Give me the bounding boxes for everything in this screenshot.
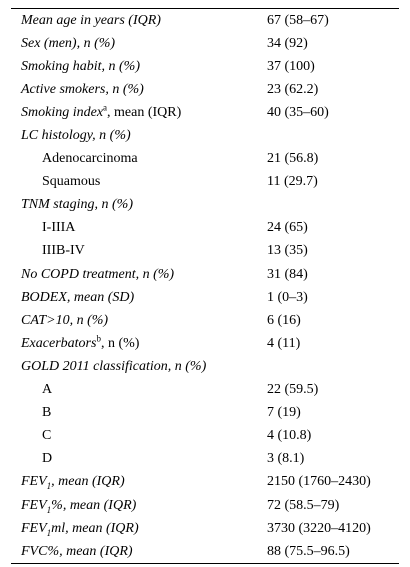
- row-value: 21 (56.8): [267, 151, 319, 167]
- row-value: 34 (92): [267, 35, 308, 51]
- table-row-lc-histology: [11, 124, 399, 147]
- row-label: Active smokers, n (%): [21, 81, 144, 97]
- row-value: 22 (59.5): [267, 382, 319, 398]
- table-row-fvc-percent: [11, 540, 399, 563]
- row-value: 7 (19): [267, 405, 301, 421]
- row-value: 37 (100): [267, 58, 315, 74]
- table-row-gold-2011: [11, 355, 399, 378]
- row-label: Sex (men), n (%): [21, 35, 116, 51]
- table-row-cat: [11, 309, 399, 332]
- row-value: 1 (0–3): [267, 289, 308, 305]
- row-value: 72 (58.5–79): [267, 497, 340, 513]
- row-label: IIIB-IV: [42, 243, 85, 259]
- table-row-bodex: [11, 286, 399, 309]
- row-label: $FEV_1ml$, mean (IQR): [21, 520, 139, 538]
- row-label: C: [42, 428, 52, 444]
- table-row-smoking-index: [11, 101, 399, 124]
- row-label: A: [42, 382, 53, 398]
- characteristics-table-container: [11, 8, 399, 564]
- table-row-active-smokers: [11, 78, 399, 101]
- footnote-marker: b: [96, 333, 101, 344]
- table-row-fev1-percent: [11, 494, 399, 517]
- row-label: Mean age in years (IQR): [21, 12, 161, 28]
- table-row-mean-age: [11, 9, 399, 32]
- row-value: [267, 355, 399, 378]
- table-bottom-rule: [11, 563, 399, 564]
- row-value: 6 (16): [267, 312, 301, 328]
- table-row-adenocarcinoma: [11, 148, 399, 171]
- table-row-no-copd-treatment: [11, 263, 399, 286]
- row-value: 40 (35–60): [267, 104, 329, 120]
- table-row-tnm-staging: [11, 194, 399, 217]
- table-row-stage-i-iiia: [11, 217, 399, 240]
- row-value: 3 (8.1): [267, 451, 305, 467]
- section-label: TNM staging, n (%): [21, 197, 133, 213]
- row-value: [267, 124, 399, 147]
- row-label: Adenocarcinoma: [42, 151, 138, 167]
- table-row-squamous: [11, 171, 399, 194]
- table-row-gold-b: [11, 402, 399, 425]
- row-label: FVC%, mean (IQR): [21, 543, 133, 559]
- row-label: Smoking habit, n (%): [21, 58, 140, 74]
- characteristics-table: [11, 9, 399, 563]
- row-value: 24 (65): [267, 220, 308, 236]
- row-label: CAT>10, n (%): [21, 312, 109, 328]
- table-row-gold-c: [11, 425, 399, 448]
- footnote-marker: a: [103, 102, 108, 113]
- row-label: BODEX, mean (SD): [21, 289, 135, 305]
- row-value: [267, 194, 399, 217]
- row-value: 88 (75.5–96.5): [267, 543, 350, 559]
- row-value: 13 (35): [267, 243, 308, 259]
- table-row-sex: [11, 32, 399, 55]
- row-label: D: [42, 451, 53, 467]
- table-row-stage-iiib-iv: [11, 240, 399, 263]
- row-value: 11 (29.7): [267, 174, 318, 190]
- section-label: GOLD 2011 classification, n (%): [21, 358, 207, 374]
- table-row-smoking-habit: [11, 55, 399, 78]
- row-value: 3730 (3220–4120): [267, 520, 371, 536]
- row-value: 4 (10.8): [267, 428, 312, 444]
- row-value: 23 (62.2): [267, 81, 319, 97]
- row-label: No COPD treatment, n (%): [21, 266, 175, 282]
- section-label: LC histology, n (%): [21, 128, 131, 144]
- table-row-gold-a: [11, 379, 399, 402]
- row-value: 4 (11): [267, 335, 301, 351]
- row-value: 31 (84): [267, 266, 308, 282]
- table-row-fev1: [11, 471, 399, 494]
- row-label: B: [42, 405, 52, 421]
- row-label: Squamous: [42, 174, 101, 190]
- table-row-fev1-ml: [11, 517, 399, 540]
- row-value: 2150 (1760–2430): [267, 474, 371, 490]
- row-value: 67 (58–67): [267, 12, 329, 28]
- row-label: Exacerbators$^b$, n (%): [21, 333, 140, 351]
- row-label: $FEV_1\%$, mean (IQR): [21, 497, 137, 515]
- table-row-exacerbators: [11, 332, 399, 355]
- row-label: Smoking index$^a$, mean (IQR): [21, 102, 182, 120]
- row-label: I-IIIA: [42, 220, 76, 236]
- row-label: $FEV_1$, mean (IQR): [21, 474, 125, 492]
- table-row-gold-d: [11, 448, 399, 471]
